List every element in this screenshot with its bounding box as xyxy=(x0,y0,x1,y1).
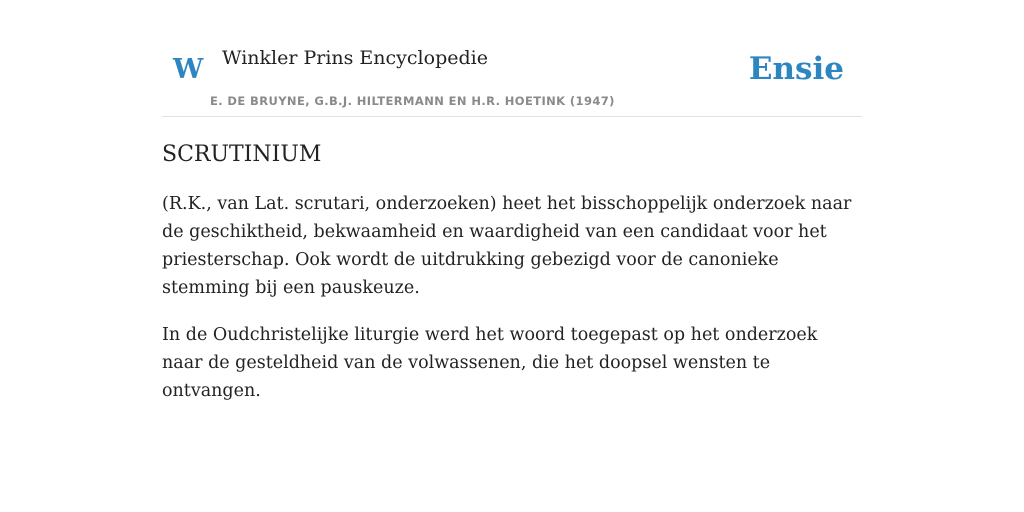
source-header xyxy=(162,0,862,117)
article-paragraph: In de Oudchristelijke liturgie werd het woord toegepast op het onderzoek naar de gesteldheid van de volwassenen, die het doopsel wensten te ontvangen. xyxy=(162,325,818,401)
article xyxy=(162,140,862,424)
winkler-prins-logo[interactable]: W xyxy=(173,54,204,85)
article-paragraph: (R.K., van Lat. scrutari, onderzoeken) heet het bisschoppelijk onderzoek naar de geschiktheid, bekwaamheid en waardigheid van een candidaat voor het priesterschap. Ook wordt de uitdrukking gebezigd voor de canonieke stemming bij een pauskeuze. xyxy=(162,194,852,298)
ensie-logo-link[interactable]: Ensie xyxy=(748,51,844,87)
source-authors: E. DE BRUYNE, G.B.J. HILTERMANN EN H.R. HOETINK (1947) xyxy=(210,94,615,108)
article-headword: SCRUTINIUM xyxy=(162,142,322,167)
source-title[interactable]: Winkler Prins Encyclopedie xyxy=(222,47,488,69)
